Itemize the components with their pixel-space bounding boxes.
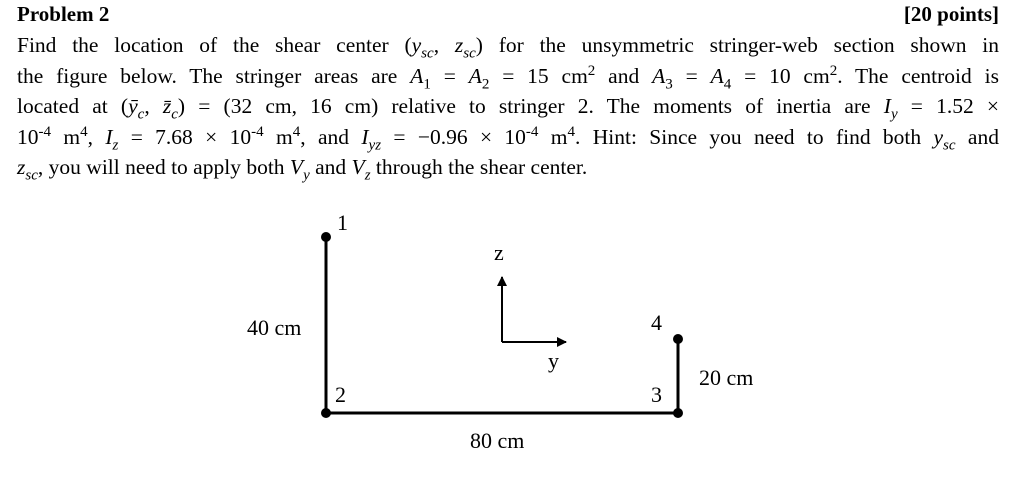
statement-line-5: $z_{sc}$, you will need to apply both $V_y$ and $V_z$ through the shear center. xyxy=(17,155,588,184)
dim-bottom-80cm: 80 cm xyxy=(470,428,525,453)
statement-line-1: Find the location of the shear center ($y_{sc}$, $z_{sc}$) for the unsymmetric stringer-web section shown in xyxy=(17,33,999,62)
stringer-label-2: 2 xyxy=(335,382,346,407)
stringer-1 xyxy=(321,232,331,242)
y-axis-label: y xyxy=(548,348,559,373)
statement-line-4: $10^{-4}$ $m^4$, $I_z = 7.68 \times 10^{-4}$ $m^4$, and $I_{yz} = -0.96 \times 10^{-4}$ $m^4$. Hint: Since you need to find both $y_{sc}$ and xyxy=(17,123,999,153)
statement-line-3: located at ($ȳ_c$, $z̄_c) = (32$ cm, 16 cm) relative to stringer 2. The moments of inertia are $I_y = 1.52$ × xyxy=(17,94,999,123)
stringer-label-1: 1 xyxy=(337,210,348,235)
z-axis-label: z xyxy=(494,240,504,265)
stringer-2 xyxy=(321,408,331,418)
stringer-3 xyxy=(673,408,683,418)
dim-right-20cm: 20 cm xyxy=(699,365,754,390)
points-label: [20 points] xyxy=(903,2,999,26)
stringer-4 xyxy=(673,334,683,344)
stringer-label-3: 3 xyxy=(651,382,662,407)
problem-title: Problem 2 xyxy=(17,2,110,26)
dim-left-40cm: 40 cm xyxy=(247,315,302,340)
statement-line-2: the figure below. The stringer areas are $A_1 = A_2 = 15$ $cm^2$ and $A_3 = A_4 = 10$ $cm^2$. The centroid is xyxy=(17,62,999,92)
stringer-label-4: 4 xyxy=(651,310,662,335)
